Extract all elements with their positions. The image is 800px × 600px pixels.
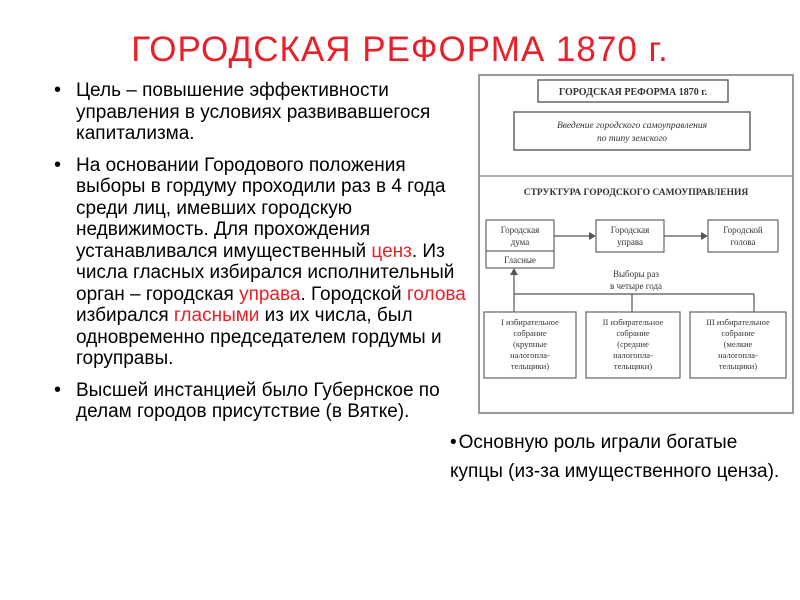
bullet-text: из их числа, был одновременно председателем гордумы и горуправы.: [76, 305, 442, 369]
assembly-2-line1: II избирательное: [602, 317, 664, 327]
bullet-dot-icon: •: [450, 432, 457, 453]
term-cenz: ценз: [371, 240, 412, 262]
bullet-text: На основании Городового положения выборы в гордуму проходили раз в 4 года среди лиц, имевших городскую недвижимость. Для прохождения устанавливался имущественный: [76, 154, 446, 262]
bullet-text: избирался: [76, 305, 174, 326]
assembly-2-line4: налогопла-: [613, 350, 653, 360]
arrowhead-golova: [701, 232, 708, 240]
diagram-structure-title: СТРУКТУРА ГОРОДСКОГО САМОУПРАВЛЕНИЯ: [523, 188, 749, 198]
diagram-intro-line1: Введение городского самоуправления: [556, 121, 708, 131]
assembly-3-line1: III избирательное: [706, 317, 770, 327]
diagram-svg: [480, 76, 792, 412]
assembly-3-line3: (мелкие: [723, 339, 753, 349]
glasnye-label: Гласные: [504, 255, 536, 265]
bullet-text: Цель – повышение эффективности управления в условиях развивавшегося капитализма.: [76, 80, 431, 144]
bullet-list: [48, 80, 468, 433]
diagram-intro-line2: по типу земского: [596, 134, 668, 144]
uprava-line2: управа: [617, 237, 643, 247]
bullet-text: . Из числа гласных избирался исполнительный орган – городская: [76, 240, 455, 305]
assembly-2-line5: тельщики): [613, 361, 653, 371]
bullet-text: Высшей инстанцией было Губернское по делам городов присутствие (в Вятке).: [76, 379, 440, 422]
term-golova: голова: [406, 283, 466, 305]
arrowhead-uprava: [589, 232, 596, 240]
golova-line2: голова: [730, 237, 756, 247]
diagram-header: ГОРОДСКАЯ РЕФОРМА 1870 г.: [558, 87, 708, 98]
assembly-3-line2: собрание: [721, 328, 755, 338]
bullet-instance: [48, 380, 468, 423]
duma-line1: Городская: [500, 225, 540, 235]
assembly-1-line5: тельщики): [510, 361, 550, 371]
diagram-intro-box: [514, 112, 750, 150]
duma-line2: дума: [510, 237, 530, 247]
term-glasnye: гласными: [173, 305, 260, 326]
slide-title: ГОРОДСКАЯ РЕФОРМА 1870 г.: [131, 30, 669, 69]
side-note-text: Основную роль играли богатые купцы (из-за имущественного ценза).: [450, 432, 780, 482]
side-note: [450, 428, 780, 486]
assembly-1-line4: налогопла-: [510, 350, 550, 360]
bullet-elections: [48, 155, 468, 370]
elections-line1: Выборы раз: [613, 269, 659, 279]
assembly-1-line3: (крупные: [513, 339, 547, 349]
structure-diagram: [478, 74, 794, 414]
uprava-line1: Городская: [610, 225, 650, 235]
assembly-1-line1: I избирательное: [501, 317, 559, 327]
assembly-3-line4: налогопла-: [718, 350, 758, 360]
golova-line1: Городской: [723, 225, 763, 235]
assembly-3-line5: тельщики): [718, 361, 758, 371]
bullet-goal: [48, 80, 468, 145]
term-uprava: управа: [239, 283, 301, 305]
arrowhead-duma: [510, 268, 518, 275]
elections-line2: в четыре года: [609, 281, 663, 291]
bullet-text: . Городской: [300, 283, 407, 305]
assembly-1-line2: собрание: [513, 328, 547, 338]
assembly-2-line2: собрание: [616, 328, 650, 338]
assembly-2-line3: (средние: [617, 339, 649, 349]
